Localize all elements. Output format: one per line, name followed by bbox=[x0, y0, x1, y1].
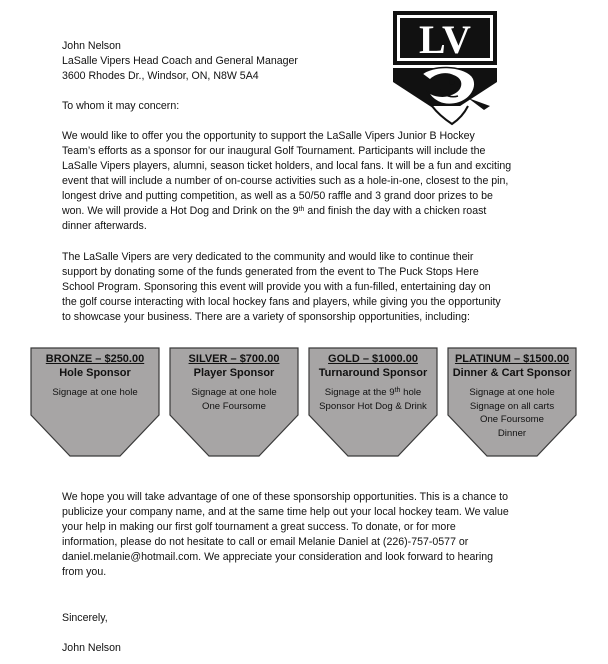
sponsor-perks: Signage at one hole bbox=[52, 387, 138, 398]
sender-title: LaSalle Vipers Head Coach and General Manager bbox=[62, 55, 298, 67]
sponsor-box-bronze bbox=[30, 347, 160, 457]
paragraph-closing: We hope you will take advantage of one of these sponsorship opportunities. This is a chance to publicize your company name, and at the same time help out your local hockey team. We value your help in making our first golf tournament a great success. To donate, or for more information, please do not hesitate to call or email Melanie Daniel at (226)-757-0577 or daniel.melanie@hotmail.com. We appreciate your consideration and look forward to hearing from you. bbox=[62, 491, 509, 578]
sponsor-box-platinum bbox=[447, 347, 577, 457]
sponsor-tier: GOLD – $1000.00 bbox=[328, 353, 418, 365]
sponsor-tier: BRONZE – $250.00 bbox=[45, 353, 145, 365]
greeting: To whom it may concern: bbox=[62, 100, 180, 112]
sender-block bbox=[62, 39, 546, 84]
closing: Sincerely, bbox=[62, 612, 108, 624]
sponsor-box-gold bbox=[308, 347, 438, 457]
sponsor-perks: Signage at the 9th hole Sponsor Hot Dog & Drink bbox=[319, 387, 427, 412]
sender-address: 3600 Rhodes Dr., Windsor, ON, N8W 5A4 bbox=[62, 70, 259, 82]
sponsor-name: Turnaround Sponsor bbox=[318, 367, 428, 379]
sponsor-tier: SILVER – $700.00 bbox=[188, 353, 280, 365]
sender-name: John Nelson bbox=[62, 40, 121, 52]
sponsor-perks: Signage at one hole Signage on all carts One Foursome Dinner bbox=[469, 387, 555, 439]
signature: John Nelson bbox=[62, 642, 121, 654]
sponsor-name: Player Sponsor bbox=[193, 367, 275, 379]
sponsor-name: Dinner & Cart Sponsor bbox=[452, 367, 572, 379]
sponsor-box-silver bbox=[169, 347, 299, 457]
sponsor-perks: Signage at one hole One Foursome bbox=[191, 387, 277, 412]
logo-text: LV bbox=[419, 17, 471, 62]
sponsor-name: Hole Sponsor bbox=[59, 367, 131, 379]
paragraph-community: The LaSalle Vipers are very dedicated to the community and would like to continue their support by donating some of the funds generated from the event to The Puck Stops Here School Program. Sponsoring this event will provide you with a fun-filled, entertaining day on the golf course interacting with local hockey fans and players, while giving you the opportunity to showcase your business. There are a variety of sponsorship opportunities, including: bbox=[62, 251, 501, 323]
paragraph-intro: We would like to offer you the opportunity to support the LaSalle Vipers Junior B Hockey Team’s efforts as a sponsor for our inaugural Golf Tournament. Participants will include the LaSalle Vipers players, alumni, season ticket holders, and local fans. It will be a fun and exciting event that will include a number of on-course activities such as a hole-in-one, closest to the pin, longest drive and putting competition, as well as a 50/50 raffle and 3 grand door prizes to be won. We will provide a Hot Dog and Drink on the 9th and finish the day with a chicken roast dinner afterwards. bbox=[62, 130, 512, 232]
sponsor-tier: PLATINUM – $1500.00 bbox=[454, 353, 570, 365]
